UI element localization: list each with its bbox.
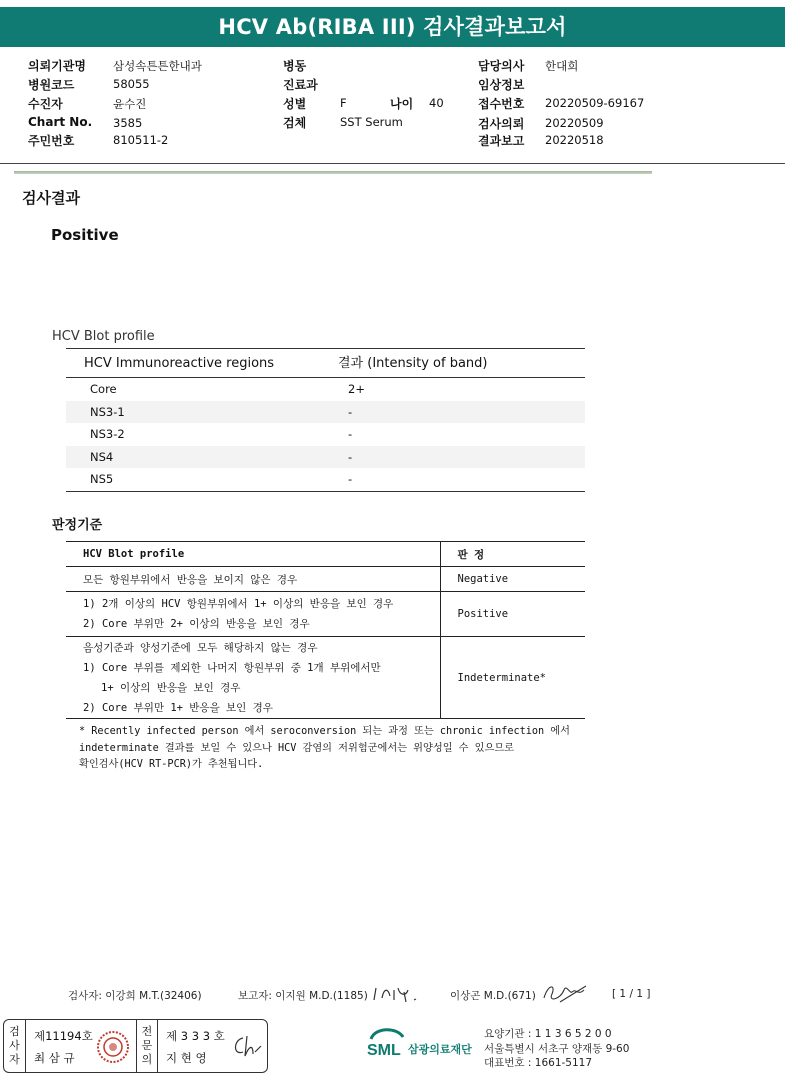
ward-label: 병동 [283, 59, 307, 73]
criteria-head-right: 판 정 [440, 542, 585, 567]
age-label: 나이 [390, 97, 414, 111]
foundation-name: 삼광의료재단 [408, 1043, 472, 1056]
signature-reporter2 [538, 980, 594, 1006]
rrn-label: 주민번호 [28, 134, 75, 148]
tester-license-no: 제11194호 [34, 1029, 93, 1043]
hospital-code-label: 병원코드 [28, 78, 75, 92]
dept-label: 진료과 [283, 78, 318, 92]
criteria-indeterminate-line-2: 1) Core 부위를 제외한 나머지 항원부위 중 1개 부위에서만 [83, 661, 381, 674]
criteria-title: 판정기준 [52, 518, 103, 533]
header-divider [0, 163, 785, 164]
age-value: 40 [429, 96, 444, 110]
intensity-cell: - [348, 427, 353, 442]
report-date-label: 결과보고 [478, 134, 525, 148]
criteria-positive-line-1: 1) 2개 이상의 HCV 항원부위에서 1+ 이상의 반응을 보인 경우 [83, 598, 394, 610]
footnote-line-2: indeterminate 결과를 보일 수 있으나 HCV 감염의 저위험군에서는 위양성일 수 있으므로 [79, 742, 515, 754]
doctor-label: 담당의사 [478, 59, 525, 73]
region-cell: NS3-2 [90, 427, 125, 442]
criteria-indeterminate-line-3: 1+ 이상의 반응을 보인 경우 [101, 681, 241, 694]
rrn-value: 810511-2 [113, 133, 169, 147]
patient-value: 윤수진 [113, 97, 147, 111]
foundation-address: 서울특별시 서초구 양재동 9-60 [484, 1042, 630, 1055]
tester-vertical-text: 검사자 [9, 1025, 20, 1066]
report-date-value: 20220518 [545, 133, 604, 147]
intensity-cell: - [348, 472, 353, 487]
sml-logo-icon [367, 1025, 407, 1059]
patient-label: 수진자 [28, 97, 63, 111]
blot-col-intensity: 결과 (Intensity of band) [338, 356, 488, 371]
criteria-positive-line-2: 2) Core 부위만 2+ 이상의 반응을 보인 경우 [83, 618, 310, 630]
facility-code: 요양기관 : 1 1 3 6 5 2 0 0 [484, 1028, 612, 1040]
report-title: HCV Ab(RIBA III) 검사결과보고서 [0, 7, 785, 47]
criteria-negative-result: Negative [440, 567, 585, 592]
table-row [66, 446, 585, 469]
tester-name: 최 삼 규 [34, 1051, 75, 1065]
doctor-value: 한대희 [545, 59, 579, 73]
blot-table-body [66, 378, 585, 491]
request-value: 20220509 [545, 116, 604, 130]
clinical-label: 임상정보 [478, 78, 525, 92]
tester-vertical-label [4, 1020, 26, 1072]
table-row [66, 468, 585, 491]
result-value: Positive [51, 226, 119, 244]
receipt-value: 20220509-69167 [545, 96, 645, 110]
header-accent-bar [14, 171, 652, 174]
blot-profile-title: HCV Blot profile [52, 329, 155, 344]
intensity-cell: - [348, 404, 353, 419]
table-row [66, 423, 585, 446]
table-row [66, 401, 585, 424]
signature-stamp-box [3, 1019, 268, 1073]
table-row [66, 637, 585, 719]
criteria-positive-desc [66, 592, 440, 637]
region-cell: NS3-1 [90, 404, 125, 419]
sml-logo-text: SML [367, 1042, 401, 1059]
table-row [66, 378, 585, 401]
result-section-title: 검사결과 [22, 189, 80, 207]
receipt-label: 접수번호 [478, 97, 525, 111]
reporter-signer: 보고자: 이지원 M.D.(1185) [238, 990, 368, 1002]
footnote-line-3: 확인검사(HCV RT-PCR)가 추천됩니다. [79, 759, 264, 770]
chart-label: Chart No. [28, 115, 93, 129]
blot-table [66, 348, 585, 492]
criteria-indeterminate-line-1: 음성기준과 양성기준에 모두 해당하지 않는 경우 [83, 641, 318, 654]
page-indicator: [ 1 / 1 ] [612, 988, 651, 1000]
table-row [66, 592, 585, 637]
seal-icon [96, 1030, 130, 1064]
sex-label: 성별 [283, 97, 307, 111]
criteria-footnote [79, 724, 599, 774]
criteria-indeterminate-line-4: 2) Core 부위만 1+ 반응을 보인 경우 [83, 701, 273, 714]
blot-table-header [66, 349, 585, 378]
criteria-table [66, 541, 585, 719]
intensity-cell: - [348, 449, 353, 464]
request-label: 검사의뢰 [478, 117, 525, 131]
hospital-code-value: 58055 [113, 77, 150, 91]
specialist-vertical-text: 전문의 [141, 1025, 153, 1066]
region-cell: NS5 [90, 472, 114, 487]
criteria-negative-desc: 모든 항원부위에서 반응을 보이지 않은 경우 [66, 567, 440, 592]
table-row [66, 567, 585, 592]
criteria-header-row [66, 542, 585, 567]
signature-specialist [229, 1032, 263, 1062]
criteria-positive-result: Positive [440, 592, 585, 637]
region-cell: NS4 [90, 449, 114, 464]
chart-value: 3585 [113, 116, 143, 130]
region-cell: Core [90, 382, 117, 396]
criteria-indeterminate-result: Indeterminate* [440, 637, 585, 719]
foundation-info [484, 1027, 629, 1071]
specimen-label: 검체 [283, 116, 307, 130]
specialist-name: 지 현 영 [166, 1051, 207, 1065]
foundation-phone: 대표번호 : 1661-5117 [484, 1057, 593, 1069]
institution-value: 삼성속튼튼한내과 [113, 59, 202, 73]
sex-value: F [340, 96, 347, 110]
reporter2-signer: 이상곤 M.D.(671) [450, 990, 536, 1002]
intensity-cell: 2+ [348, 382, 365, 396]
signature-reporter [370, 982, 430, 1006]
specialist-license-no: 제 3 3 3 호 [166, 1029, 225, 1043]
criteria-head-left: HCV Blot profile [66, 542, 440, 567]
blot-col-regions: HCV Immunoreactive regions [84, 356, 275, 371]
footnote-line-1: * Recently infected person 에서 seroconversion 되는 과정 또는 chronic infection 에서 [79, 726, 570, 737]
criteria-indeterminate-desc [66, 637, 440, 719]
tester-signer: 검사자: 이강희 M.T.(32406) [68, 990, 202, 1002]
specimen-value: SST Serum [340, 115, 403, 129]
blot-table-bottom-rule [66, 491, 585, 492]
specialist-vertical-label [136, 1020, 158, 1072]
institution-label: 의뢰기관명 [28, 59, 86, 73]
